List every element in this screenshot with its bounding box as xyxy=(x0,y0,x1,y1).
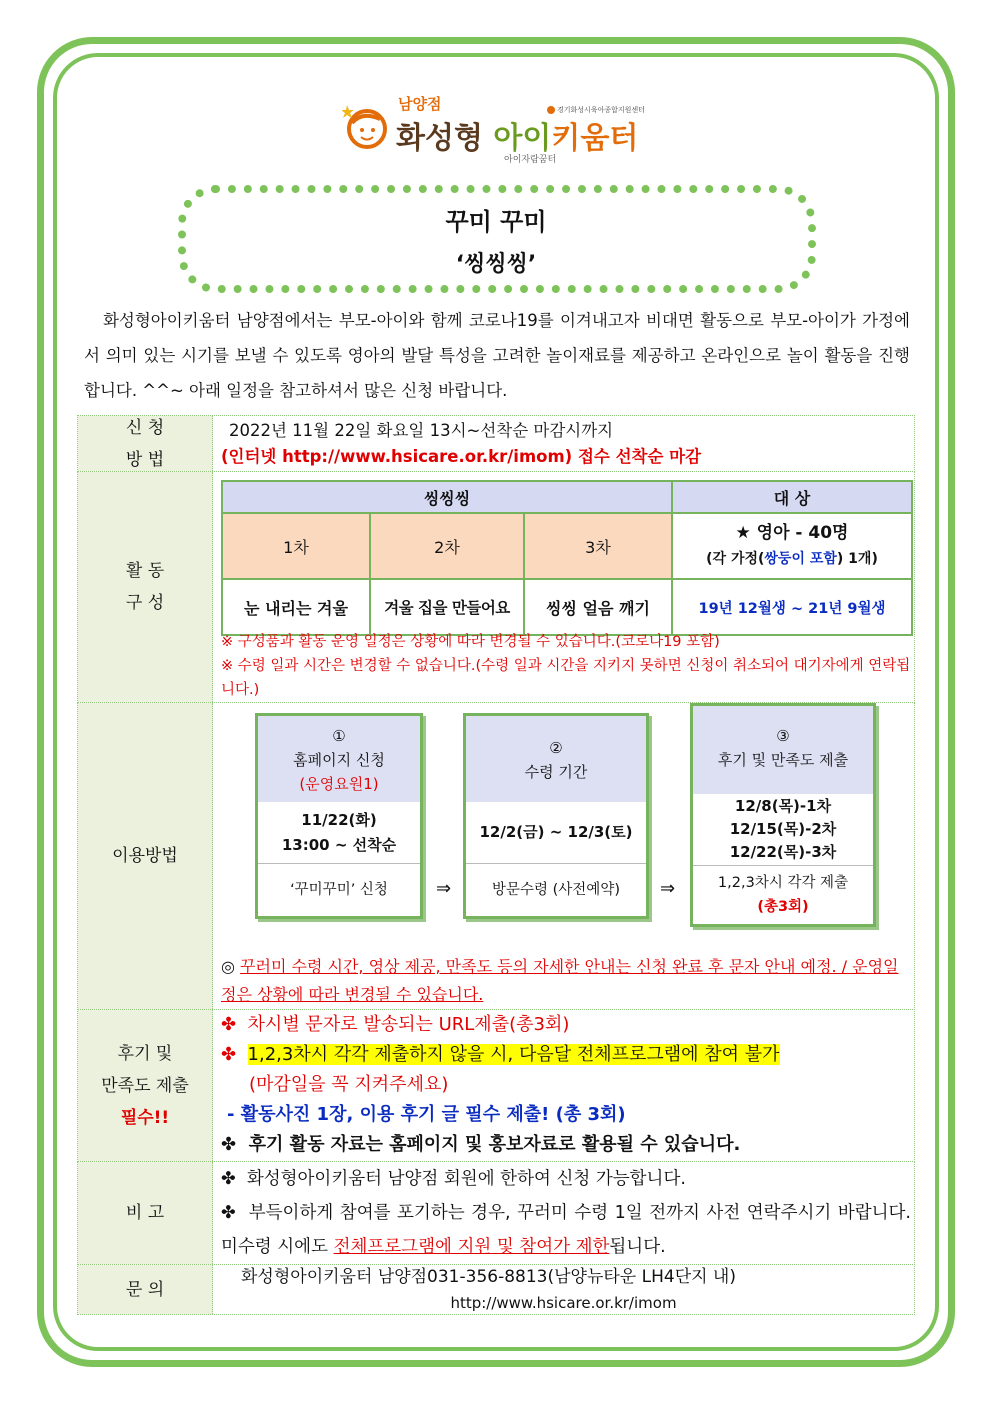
step1-bot: ‘꾸미꾸미’ 신청 xyxy=(290,882,388,898)
contact-phone: 화성형아이키움터 남양점031-356-8813(남양뉴타운 LH4단지 내) xyxy=(241,1267,736,1287)
activity-note1: ※ 구성품과 활동 운영 일정은 상황에 따라 변경될 수 있습니다.(코로나19 포함) xyxy=(221,634,720,650)
logo-subtitle: 아이자람꿈터 xyxy=(504,155,557,165)
target-age: 19년 12월생 ~ 21년 9월생 xyxy=(672,579,912,635)
round-3: 3차 xyxy=(524,513,672,579)
activity-table xyxy=(221,480,913,636)
step2-box xyxy=(463,713,649,919)
review-head xyxy=(78,1010,213,1161)
step1-time: 13:00 ~ 선착순 xyxy=(281,835,397,854)
target-header: 대 상 xyxy=(672,481,912,513)
step2-bot: 방문수령 (사전예약) xyxy=(492,882,620,898)
activity-head-l2: 구 성 xyxy=(125,593,165,613)
usage-note xyxy=(221,953,911,1009)
step3-title: 후기 및 만족도 제출 xyxy=(717,751,849,769)
target-line1: ★ 영아 - 40명 xyxy=(735,523,849,543)
step2-period: 12/2(금) ~ 12/3(토) xyxy=(479,823,633,841)
step3-top xyxy=(693,706,873,794)
review-head-l1: 후기 및 xyxy=(117,1043,173,1064)
step3-bot xyxy=(693,866,873,924)
row-contact xyxy=(77,1264,915,1315)
activity-note2: ※ 수령 일과 시간은 변경할 수 없습니다.(수령 일과 시간을 지키지 못하면 신청이 취소되어 대기자에게 연락됩니다.) xyxy=(221,658,911,698)
contact-body xyxy=(213,1265,914,1314)
step3-mid xyxy=(693,794,873,866)
row-activity xyxy=(77,471,915,703)
apply-line1: 2022년 11월 22일 화요일 13시~선착순 마감시까지 xyxy=(229,421,614,440)
remarks-line1-text: 화성형아이키움터 남양점 회원에 한하여 신청 가능합니다. xyxy=(246,1169,686,1189)
title-line1: 꾸미 꾸미 xyxy=(445,208,547,236)
intro-text: 화성형아이키움터 남양점에서는 부모-아이와 함께 코로나19를 이겨내고자 비대면 활동으로 부모-아이가 가정에서 의미 있는 시기를 보낼 수 있도록 영아의 발달 특성을 고려한 놀이재료를 제공하고 온라인으로 놀이 활동을 진행합니다. ^^~ 아래 일정을 참고하셔서 많은 신청 바랍니다. xyxy=(84,311,910,400)
step1-num: ① xyxy=(332,727,346,745)
remarks-body xyxy=(213,1162,914,1264)
program-header: 씽씽씽 xyxy=(222,481,672,513)
intro-paragraph xyxy=(84,303,910,408)
usage-note-text: 꾸러미 수령 시간, 영상 제공, 만족도 등의 자세한 안내는 신청 완료 후 문자 안내 예정. / 운영일정은 상황에 따라 변경될 수 있습니다. xyxy=(221,957,899,1004)
bullet-icon: ✤ xyxy=(221,1134,237,1155)
activity-body xyxy=(213,472,914,702)
review-head-l2: 만족도 제출 xyxy=(101,1075,189,1096)
review-line1 xyxy=(221,1010,569,1040)
bullet-icon: ✤ xyxy=(221,1169,236,1189)
step1-title: 홈페이지 신청 xyxy=(293,751,385,769)
step1-mid xyxy=(258,802,420,864)
review-line2-text: 1,2,3차시 각각 제출하지 않을 시, 다음달 전체프로그램에 참여 불가 xyxy=(247,1044,780,1065)
review-line3: (마감일을 꼭 지켜주세요) xyxy=(249,1074,449,1095)
apply-head-l2: 방 법 xyxy=(125,449,165,470)
contact-head: 문 의 xyxy=(78,1265,213,1314)
review-line4: - 활동사진 1장, 이용 후기 글 필수 제출! (총 3회) xyxy=(227,1104,626,1125)
arrow-2: ⇒ xyxy=(660,878,676,899)
apply-line2: (인터넷 http://www.hsicare.or.kr/imom) 접수 선착순 마감 xyxy=(221,447,702,466)
logo-title-part1: 화성형 xyxy=(396,121,494,156)
usage-body xyxy=(213,703,914,1009)
target-twins: 쌍둥이 포함 xyxy=(764,551,837,567)
step1-top xyxy=(258,716,420,802)
target-line2-a: (각 가정( xyxy=(706,551,765,567)
remarks-line1 xyxy=(221,1162,911,1196)
step1-sub: (운영요원1) xyxy=(299,775,379,793)
remarks-line2-text: 부득이하게 참여를 포기하는 경우, 꾸러미 수령 1일 전까지 사전 연락주시기 바랍니다. 미수령 시에도 xyxy=(221,1203,911,1257)
step2-num: ② xyxy=(549,739,563,757)
bullet-icon: ✤ xyxy=(221,1014,237,1035)
step3-date3: 12/22(목)-3차 xyxy=(729,843,837,861)
step2-mid xyxy=(466,802,646,864)
usage-head: 이용방법 xyxy=(78,703,213,1009)
center-mark-icon xyxy=(547,106,555,114)
step3-box xyxy=(690,703,876,927)
logo-center-text: 경기화성시육아종합지원센터 xyxy=(557,106,645,114)
remarks-line2-end: 됩니다. xyxy=(609,1237,666,1257)
remarks-line2 xyxy=(221,1196,911,1264)
step3-num: ③ xyxy=(776,727,790,745)
title-line2: ‘씽씽씽’ xyxy=(455,252,537,277)
step2-title: 수령 기간 xyxy=(524,763,588,781)
step3-bot-line2: (총3회) xyxy=(757,899,809,915)
remarks-head: 비 고 xyxy=(78,1162,213,1264)
row-usage xyxy=(77,702,915,1010)
info-table xyxy=(77,415,915,1315)
row-remarks xyxy=(77,1161,915,1265)
review-line5 xyxy=(221,1130,740,1160)
bullet-icon: ✤ xyxy=(221,1044,237,1065)
review-line1-text: 차시별 문자로 발송되는 URL제출(총3회) xyxy=(247,1014,570,1035)
contact-url[interactable]: http://www.hsicare.or.kr/imom xyxy=(450,1294,677,1312)
step3-date2: 12/15(목)-2차 xyxy=(729,820,837,838)
row-apply xyxy=(77,415,915,472)
target-line2 xyxy=(673,546,911,572)
step3-bot-line1: 1,2,3차시 각각 제출 xyxy=(717,875,849,891)
logo-branch: 남양점 xyxy=(398,95,442,113)
activity-1: 눈 내리는 겨울 xyxy=(222,579,370,635)
logo-center xyxy=(547,105,645,115)
remarks-restriction: 전체프로그램에 지원 및 참여가 제한 xyxy=(333,1237,610,1257)
activity-head-l1: 활 동 xyxy=(125,561,165,581)
apply-head-l1: 신 청 xyxy=(125,417,165,438)
apply-body xyxy=(213,416,914,471)
activity-3: 씽씽 얼음 깨기 xyxy=(524,579,672,635)
review-body xyxy=(213,1010,914,1161)
bullet-icon: ✤ xyxy=(221,1203,236,1223)
activity-2: 겨울 집을 만들어요 xyxy=(370,579,524,635)
review-head-required: 필수!! xyxy=(120,1107,170,1128)
step3-date1: 12/8(목)-1차 xyxy=(734,797,832,815)
target-cell xyxy=(672,513,912,579)
target-line2-c: ) 1개) xyxy=(836,551,878,567)
row-review xyxy=(77,1009,915,1162)
activity-head xyxy=(78,472,213,702)
step1-date: 11/22(화) xyxy=(301,810,377,829)
logo xyxy=(342,93,662,163)
logo-title-part2: 아이 xyxy=(493,121,552,156)
round-1: 1차 xyxy=(222,513,370,579)
review-line2 xyxy=(221,1040,780,1070)
usage-note-mark: ◎ xyxy=(221,957,241,976)
logo-title xyxy=(396,113,638,157)
arrow-1: ⇒ xyxy=(436,878,452,899)
logo-title-part3: 키움터 xyxy=(551,121,639,156)
round-2: 2차 xyxy=(370,513,524,579)
review-line5-text: 후기 활동 자료는 홈페이지 및 홍보자료로 활용될 수 있습니다. xyxy=(248,1134,741,1155)
child-face-icon xyxy=(342,103,388,149)
step2-top xyxy=(466,716,646,802)
apply-head xyxy=(78,416,213,471)
step1-box xyxy=(255,713,423,919)
